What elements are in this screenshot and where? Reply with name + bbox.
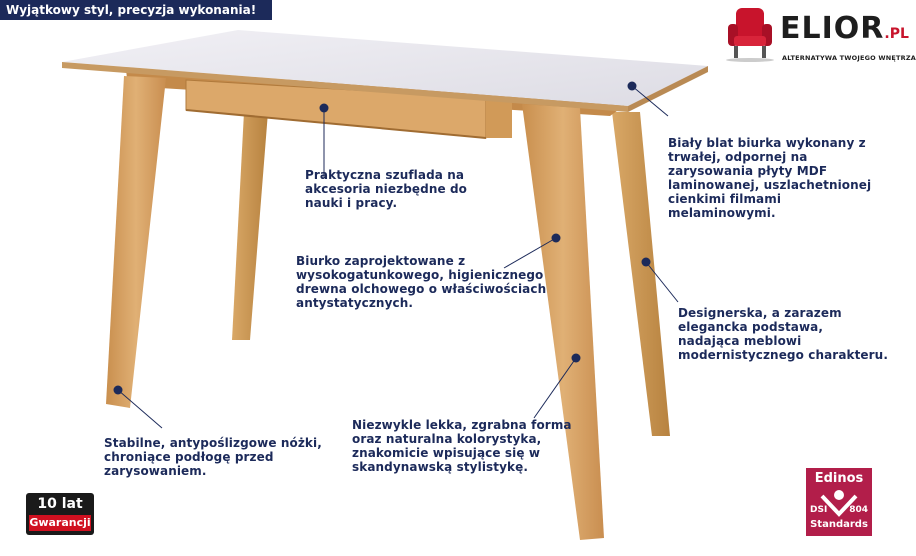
edinos-standards: Standards: [810, 519, 868, 530]
callout-line: Biały blat biurka wykonany z: [668, 136, 866, 150]
logo-tld: .PL: [884, 26, 909, 42]
callout-line: Stabilne, antypoślizgowe nóżki,: [104, 436, 322, 450]
callout-line: nauki i pracy.: [305, 196, 398, 210]
callout-line: zarysowaniem.: [104, 464, 207, 478]
front-left-leg: [106, 76, 166, 408]
warranty-badge: [26, 493, 94, 535]
drawer-side-panel: [486, 98, 512, 138]
callout-line: cienkimi filmami: [668, 192, 782, 206]
callout-line: drewna olchowego o właściwościach: [296, 282, 547, 296]
callout-line: akcesoria niezbędne do: [305, 182, 468, 196]
callout-line: oraz naturalna kolorystyka,: [352, 432, 542, 446]
callout-desk-top: [668, 136, 871, 220]
back-left-leg: [232, 112, 268, 340]
callout-line: Biurko zaprojektowane z: [296, 254, 466, 268]
callout-drawer: [305, 168, 467, 210]
callout-line: antystatycznych.: [296, 296, 414, 310]
callout-line: skandynawską stylistykę.: [352, 460, 529, 474]
elior-logo[interactable]: [716, 2, 916, 72]
edinos-code-right: 804: [849, 505, 868, 515]
edinos-title: Edinos: [814, 471, 864, 486]
logo-brand: ELIOR: [780, 11, 885, 46]
logo-wordmark: [780, 11, 909, 49]
callout-line: trwałej, odpornej na: [668, 150, 808, 164]
callout-line: wysokogatunkowego, higienicznego: [296, 268, 544, 282]
callout-line: nadająca meblowi: [678, 334, 802, 348]
callout-wood: [296, 254, 546, 310]
callout-line: elegancka podstawa,: [678, 320, 824, 334]
edinos-standards-badge: [806, 468, 872, 536]
slogan-banner: Wyjątkowy styl, precyzja wykonania!: [0, 0, 272, 20]
front-right-leg: [522, 104, 604, 540]
callout-line: chroniące podłogę przed: [104, 450, 274, 464]
callout-line: Designerska, a zarazem: [678, 306, 842, 320]
logo-tagline: ALTERNATYWA TWOJEGO WNĘTRZA: [782, 54, 916, 62]
callout-line: zarysowania płyty MDF: [668, 164, 828, 178]
callout-line: Praktyczna szuflada na: [305, 168, 465, 182]
callout-line: Niezwykle lekka, zgrabna forma: [352, 418, 572, 432]
callout-line: modernistycznego charakteru.: [678, 348, 888, 362]
callout-line: melaminowymi.: [668, 206, 776, 220]
warranty-label: Gwarancji: [29, 516, 91, 529]
edinos-code-left: DSI: [810, 505, 828, 515]
callout-light-form: [352, 418, 572, 474]
warranty-years: 10 lat: [37, 496, 83, 512]
armchair-icon: [720, 4, 780, 64]
callout-legs: [678, 306, 888, 362]
callout-line: znakomicie wpisujące się w: [352, 446, 541, 460]
back-right-leg: [612, 112, 670, 436]
callout-feet: [104, 436, 322, 478]
callout-line: laminowanej, uszlachetnionej: [668, 178, 872, 192]
